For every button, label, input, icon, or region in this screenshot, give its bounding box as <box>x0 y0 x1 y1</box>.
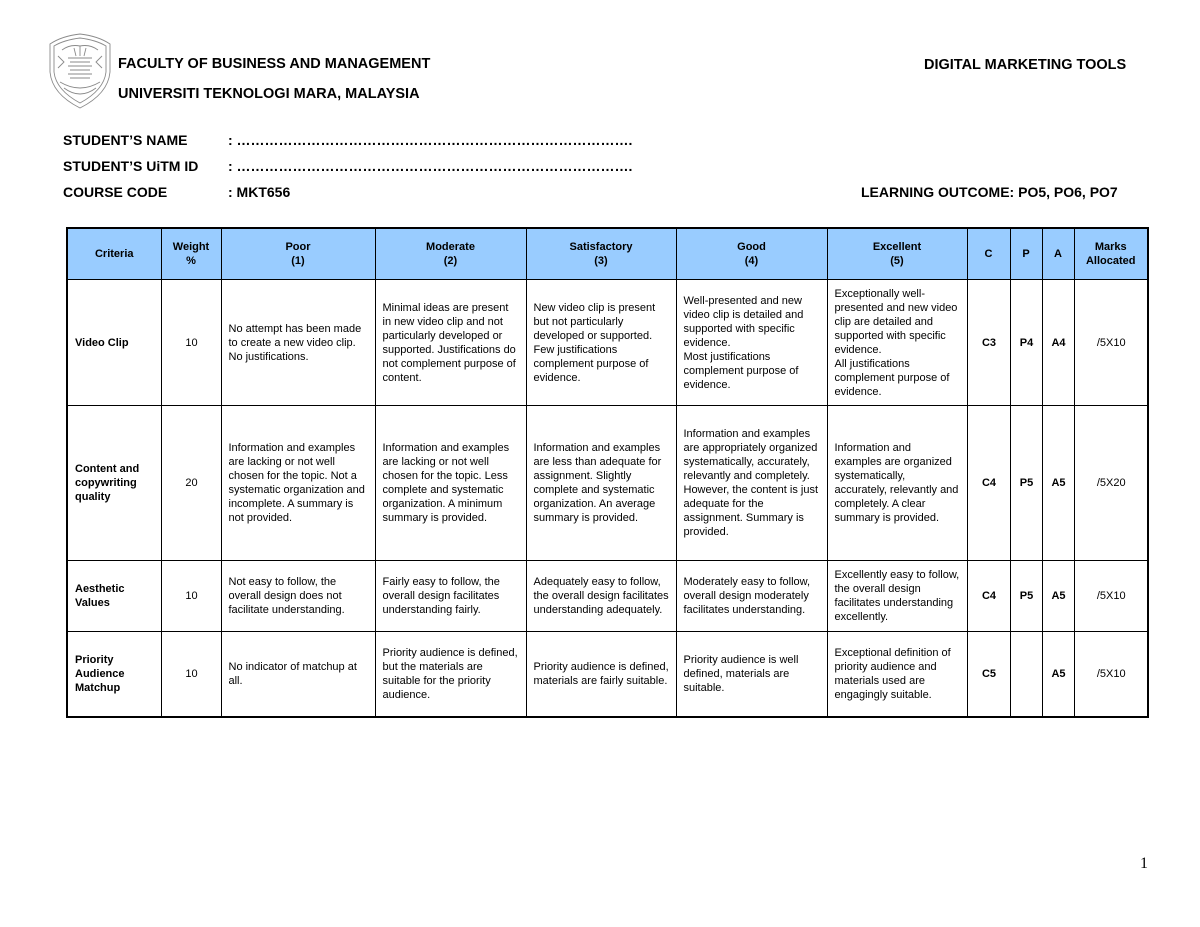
header-a: A <box>1042 228 1074 280</box>
excellent-cell: Exceptionally well-presented and new video clip are detailed and supported with specific evidence. All justifications complement purpose of evidence. <box>827 280 967 406</box>
moderate-cell: Information and examples are lacking or not well chosen for the topic. Less complete and systematic organization. A minimum summary is provided. <box>375 406 526 561</box>
satisfactory-cell: New video clip is present but not particularly developed or supported. Few justifications complement purpose of evidence. <box>526 280 676 406</box>
p-cell: P4 <box>1010 280 1042 406</box>
excellent-cell: Exceptional definition of priority audience and materials used are engagingly suitable. <box>827 632 967 718</box>
course-code-value: : MKT656 <box>228 184 291 200</box>
c-cell: C3 <box>967 280 1010 406</box>
moderate-cell: Fairly easy to follow, the overall design facilitates understanding fairly. <box>375 561 526 632</box>
student-id-label: STUDENT’S UiTM ID <box>63 158 199 174</box>
poor-cell: Not easy to follow, the overall design does not facilitate understanding. <box>221 561 375 632</box>
criteria-cell: Priority Audience Matchup <box>67 632 161 718</box>
moderate-cell: Priority audience is defined, but the materials are suitable for the priority audience. <box>375 632 526 718</box>
header-poor: Poor (1) <box>221 228 375 280</box>
subject-title: DIGITAL MARKETING TOOLS <box>924 57 1127 73</box>
excellent-cell: Excellently easy to follow, the overall design facilitates understanding excellently. <box>827 561 967 632</box>
header-c: C <box>967 228 1010 280</box>
weight-cell: 10 <box>161 561 221 632</box>
table-row <box>67 632 1148 718</box>
table-row <box>67 280 1148 406</box>
course-code-label: COURSE CODE <box>63 184 168 200</box>
a-cell: A5 <box>1042 561 1074 632</box>
header-moderate: Moderate (2) <box>375 228 526 280</box>
poor-cell: Information and examples are lacking or not well chosen for the topic. Not a systematic organization and incomplete. A summary is not provided. <box>221 406 375 561</box>
header-satisfactory: Satisfactory (3) <box>526 228 676 280</box>
a-cell: A5 <box>1042 406 1074 561</box>
header-criteria: Criteria <box>67 228 161 280</box>
weight-cell: 10 <box>161 632 221 718</box>
good-cell: Well-presented and new video clip is detailed and supported with specific evidence. Most justifications complement purpose of evidence. <box>676 280 827 406</box>
table-row <box>67 561 1148 632</box>
header-excellent: Excellent (5) <box>827 228 967 280</box>
learning-outcome: LEARNING OUTCOME: PO5, PO6, PO7 <box>861 184 1118 200</box>
poor-cell: No indicator of matchup at all. <box>221 632 375 718</box>
page-number: 1 <box>1140 855 1148 872</box>
rubric-table <box>66 227 1149 718</box>
c-cell: C4 <box>967 406 1010 561</box>
satisfactory-cell: Adequately easy to follow, the overall design facilitates understanding adequately. <box>526 561 676 632</box>
student-id-field: : …………………………………………………………………………. <box>228 158 633 174</box>
a-cell: A5 <box>1042 632 1074 718</box>
student-name-field: : …………………………………………………………………………. <box>228 132 633 148</box>
header-weight: Weight % <box>161 228 221 280</box>
c-cell: C5 <box>967 632 1010 718</box>
table-header-row <box>67 228 1148 280</box>
marks-cell: /5X10 <box>1074 561 1148 632</box>
university-title: UNIVERSITI TEKNOLOGI MARA, MALAYSIA <box>118 86 420 102</box>
satisfactory-cell: Priority audience is defined, materials are fairly suitable. <box>526 632 676 718</box>
marks-cell: /5X10 <box>1074 280 1148 406</box>
poor-cell: No attempt has been made to create a new video clip. No justifications. <box>221 280 375 406</box>
marks-cell: /5X10 <box>1074 632 1148 718</box>
satisfactory-cell: Information and examples are less than adequate for assignment. Slightly complete and systematic organization. An average summary is provided. <box>526 406 676 561</box>
header-good: Good (4) <box>676 228 827 280</box>
excellent-cell: Information and examples are organized systematically, accurately, relevantly and completely. A clear summary is provided. <box>827 406 967 561</box>
university-logo-icon <box>46 32 114 110</box>
a-cell: A4 <box>1042 280 1074 406</box>
weight-cell: 20 <box>161 406 221 561</box>
good-cell: Moderately easy to follow, overall design moderately facilitates understanding. <box>676 561 827 632</box>
weight-cell: 10 <box>161 280 221 406</box>
criteria-cell: Aesthetic Values <box>67 561 161 632</box>
student-name-label: STUDENT’S NAME <box>63 132 188 148</box>
faculty-title: FACULTY OF BUSINESS AND MANAGEMENT <box>118 56 431 72</box>
criteria-cell: Video Clip <box>67 280 161 406</box>
p-cell <box>1010 632 1042 718</box>
p-cell: P5 <box>1010 561 1042 632</box>
p-cell: P5 <box>1010 406 1042 561</box>
header-marks: Marks Allocated <box>1074 228 1148 280</box>
moderate-cell: Minimal ideas are present in new video clip and not particularly developed or supported. Justifications do not complement purpose of content. <box>375 280 526 406</box>
good-cell: Information and examples are appropriately organized systematically, accurately, relevantly and completely. However, the content is just adequate for the assignment. Summary is provided. <box>676 406 827 561</box>
marks-cell: /5X20 <box>1074 406 1148 561</box>
header-p: P <box>1010 228 1042 280</box>
criteria-cell: Content and copywriting quality <box>67 406 161 561</box>
good-cell: Priority audience is well defined, materials are suitable. <box>676 632 827 718</box>
table-row <box>67 406 1148 561</box>
c-cell: C4 <box>967 561 1010 632</box>
